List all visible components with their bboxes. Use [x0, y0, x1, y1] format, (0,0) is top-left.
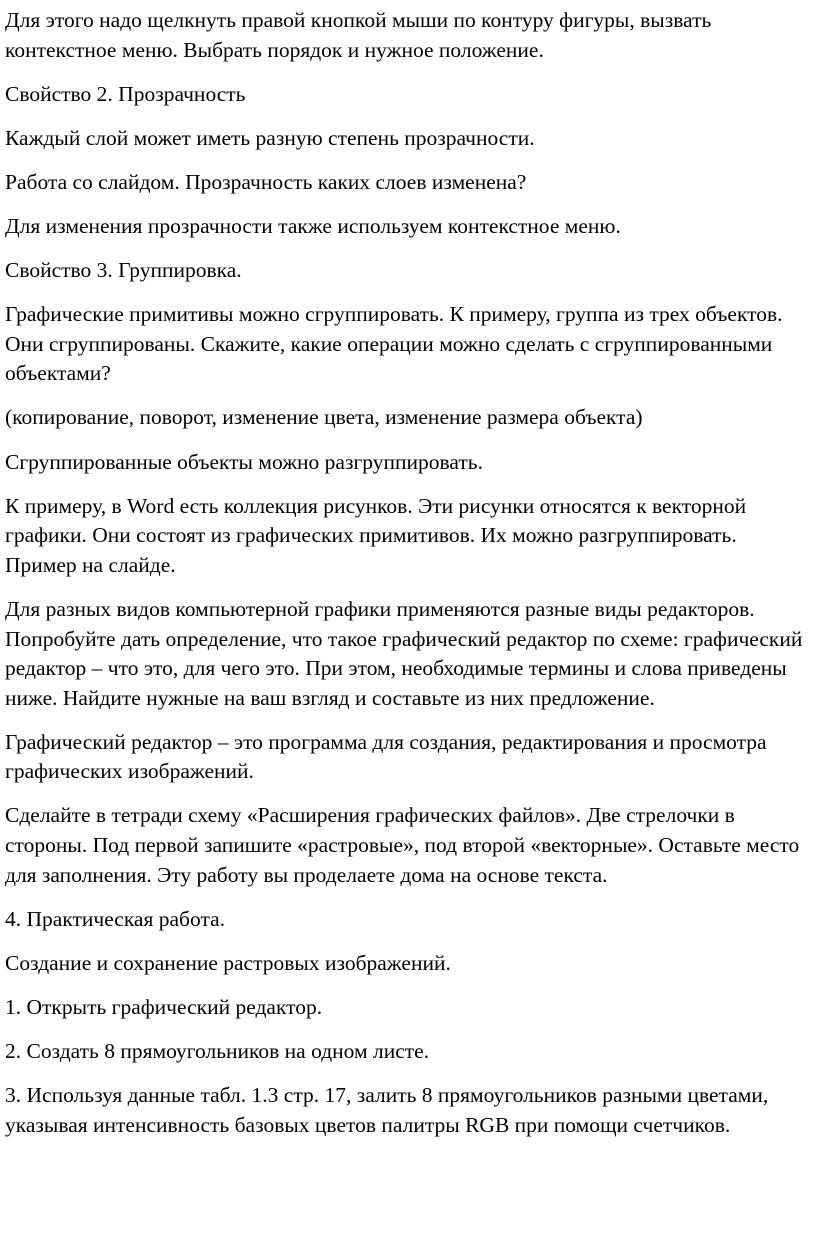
step-create-rectangles: 2. Создать 8 прямоугольников на одном листе.: [5, 1039, 430, 1064]
paragraph-raster-images: Создание и сохранение растровых изображений.: [5, 950, 451, 975]
paragraph-grouping-question: Графические примитивы можно сгруппировать. К примеру, группа из трех объектов. Они сгруппированы. Скажите, какие операции можно сделать с сгруппированными объектами?: [5, 302, 783, 386]
heading-property-transparency: Свойство 2. Прозрачность: [5, 81, 246, 106]
paragraph-word-clipart: К примеру, в Word есть коллекция рисунков. Эти рисунки относятся к векторной графики. Они состоят из графических примитивов. Их можно разгруппировать. Пример на слайде.: [5, 493, 747, 577]
paragraph-context-menu-order: Для этого надо щелкнуть правой кнопкой мыши по контуру фигуры, вызвать контекстное меню. Выбрать порядок и нужное положение.: [5, 8, 712, 62]
paragraph-slide-question: Работа со слайдом. Прозрачность каких слоев изменена?: [5, 169, 527, 194]
heading-property-grouping: Свойство 3. Группировка.: [5, 258, 242, 283]
paragraph-layer-transparency: Каждый слой может иметь разную степень прозрачности.: [5, 125, 535, 150]
paragraph-grouping-operations: (копирование, поворот, изменение цвета, изменение размера объекта): [5, 405, 643, 430]
paragraph-ungroup: Сгруппированные объекты можно разгруппировать.: [5, 449, 483, 474]
heading-practical-work: 4. Практическая работа.: [5, 906, 226, 931]
paragraph-editor-definition-task: Для разных видов компьютерной графики применяются разные виды редакторов. Попробуйте дать определение, что такое графический редактор по схеме: графический редактор – что это, для чего это. При этом, необходимые термины и слова приведены ниже. Найдите нужные на ваш взгляд и составьте из них предложение.: [5, 596, 803, 710]
paragraph-transparency-menu: Для изменения прозрачности также используем контекстное меню.: [5, 213, 621, 238]
step-open-editor: 1. Открыть графический редактор.: [5, 994, 323, 1019]
paragraph-file-extensions-scheme: Сделайте в тетради схему «Расширения графических файлов». Две стрелочки в стороны. Под первой запишите «растровые», под второй «векторные». Оставьте место для заполнения. Эту работу вы проделаете дома на основе текста.: [5, 803, 800, 887]
step-fill-rectangles: 3. Используя данные табл. 1.3 стр. 17, залить 8 прямоугольников разными цветами, указывая интенсивность базовых цветов палитры RGB при помощи счетчиков.: [5, 1083, 769, 1137]
paragraph-editor-definition: Графический редактор – это программа для создания, редактирования и просмотра графических изображений.: [5, 729, 767, 784]
